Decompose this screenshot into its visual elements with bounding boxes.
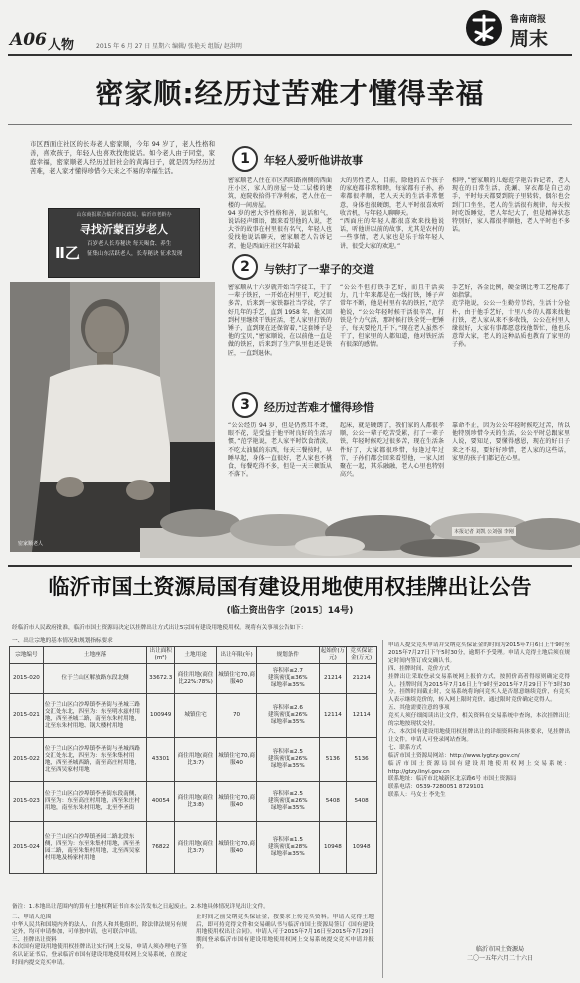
newspaper-logo-icon [466,10,502,46]
section-3-title: 经历过苦难才懂得珍惜 [264,401,374,414]
section-1-col-1: 密家顺老人住在市区西阳路南侧的西面庄小区，家人的房屋一处二层楼的建筑，庭院收拾得干净利索，老人住在一楼的一间房屋。 94 岁的密大爷性格和善，说话和气，说话轻声细语，跟来看望他的人说，老大爷的故事在村里很有名气，年轻人也爱找他说话聊天，密家顺老人告诉记者，他是西面庄社区年龄最 [228,177,332,249]
ad-section-1: 一、出让宗地的基本情况和规划指标要求 [12,638,113,644]
table-cell: 2015-024 [10,822,44,874]
table-cell: 位于兰山区白沙埠镇李圣街与圣城三路交汇处东北，四至为：东至明水兹村用地，西至圣城二路，南至东朱村用地，北至东朱村用地、锅大楼村用地 [43,694,147,738]
table-cell: 12114 [319,694,347,738]
stone-border-decoration [140,488,580,558]
table-cell: 容积率≤2.6 建筑密度≤26% 绿地率≥35% [257,694,320,738]
table-cell: 容积率≤2.7 建筑密度≤36% 绿地率≥35% [257,664,320,694]
table-cell: 12114 [347,694,377,738]
section-number: A06 [10,30,47,50]
land-parcel-table [9,646,377,874]
ad-title: 临沂市国土资源局国有建设用地使用权挂牌出让公告 [48,575,532,599]
ad-intro: 经临沂市人民政府批准，临沂市国土资源局决定以挂牌出让方式出让5宗国有建设用地使用权。现将有关事项公告如下： [12,625,307,631]
section-3-number: 3 [232,392,258,418]
table-header: 出让年限(年) [217,647,257,664]
section-2-title: 与铁打了一辈子的交道 [264,263,374,276]
table-header: 土地座落 [43,647,147,664]
table-cell: 2015-023 [10,782,44,822]
table-header: 出让面积(m²) [147,647,175,664]
section-1-col-3: 相呼，”密家顺的儿媳范学艳告诉记者，老人现在的日常生活，洗涮、穿衣都是自己动手，平时每天都要到院子里转转，偶尔也会到门口坐坐，老人的生活很有规律，每天按时吃饭睡觉，老人年纪大了，但是精神状态特别好，家人都很孝顺他，老人平时也不多话。 [452,177,570,234]
table-cell: 位于兰山区白沙埠镇圣园二路北段东侧，四至为：东至朱集村用地，西至圣园二路，南至朱集村用地，北至西吴家村用地及杨家村用地 [43,822,147,874]
article-lead: 市区西面庄社区的长寿老人密家顺，今年 94 岁了，老人性格和善，喜欢孩子，年轻人也喜欢找他说话。如今老人由子同堂，家庭幸福，密家顺老人经历过旧社会的黄海日子，就是因为经历过苦难，老人家才懂得珍惜今天来之不易的幸福生活。 [30,140,215,175]
table-cell: 21214 [347,664,377,694]
ad-bottom-middle-text: 止时间之前交纳竞买保证金，按要求上传竞买资料。申请人竞得土地后，即可持竞得文件和交易确认书与临沂市国土资源局签订《国有建设用地使用权出让合同》。申请人可于2015年7月16日至2015年7月29日期间登录临沂市国有建设用地使用权网上交易系统提交竞买申请并报价。 [196,914,374,951]
article-byline: 本报记者 刘凯 公刘强 李刚 [454,529,514,535]
table-header: 土地用途 [175,647,217,664]
table-cell: 商住用地(商住比22%:78%) [175,664,217,694]
table-cell: 城镇住宅70,商服40 [217,738,257,782]
ad-top-divider [8,565,572,567]
table-cell: 5136 [347,738,377,782]
table-header: 起始价(万元) [319,647,347,664]
table-cell: 10948 [319,822,347,874]
newspaper-name: 鲁南商报 [510,15,547,25]
table-cell: 40054 [147,782,175,822]
table-cell: 2015-022 [10,738,44,782]
issue-meta: 2015 年 6 月 27 日 星期六 编辑/ 张艳天 组版/ 赵洪明 [96,43,242,50]
table-cell: 70 [217,694,257,738]
table-cell: 5136 [319,738,347,782]
signing-date: 二〇一五年六月二十六日 [466,955,533,962]
table-cell: 33672.3 [147,664,175,694]
table-cell: 位于兰山区解放路东段北侧 [43,664,147,694]
ad-notice-number: (临土资出告字〔2015〕14号) [226,606,354,616]
table-cell: 城镇住宅 [175,694,217,738]
section-2-col-1: 密家顺从十六岁就开始当学徒工，干了一辈子铁匠，一开始在村里干，吃过很多苦，后来到一家铁器社当学徒，学了好几年的手艺，直到 1958 年，他又回到村里继续干铁匠活，老人家里打铁的锤子，直到现在还保留着，”这套锤子是他的宝贝，”密家顺说，在以前他一直是做的铁匠，后来到了生产队里也还是铁匠，一直到退休。 [228,284,332,357]
section-2-col-2: “公公不但打铁手艺好，而且干活卖力，几十年来都是在一线打铁，锤子声常年不断，他是村里有名的铁匠，”范学艳说，“公公年轻时候干活很辛苦，打铁是个力气活，那时候打铁全凭一把锤子，每天要抡几千下。”现在老人虽然不干了，但家里的人都知道，他对铁匠活有很深的感情。 [340,284,444,349]
table-row [10,664,377,694]
section-1-title: 年轻人爱听他讲故事 [264,154,363,167]
headline-divider [8,124,572,125]
table-cell: 商住用地(商住比3:7) [175,822,217,874]
ad-bottom-left-text: 二、申请人范围 中华人民共和国境内外的法人、自然人和其他组织，除法律法规另有规定外，均可申请参加，可单独申请，也可联合申请。 三、挂牌出让资料 本次国有建设用地使用权挂牌出让实行网上交易，申请人须办理电子签名认证证书后，登录临沂市国有建设用地使用权网上交易系统，在规定时间内提交竞买申请。 [12,914,187,966]
table-cell: 10948 [347,822,377,874]
table-cell: 2015-020 [10,664,44,694]
ad-right-column-text: 申请人提交竞买申请并交纳竞买保证金的时间为2015年7月6日上午9时至2015年7月27日下午5时30分，逾期不予受理。申请人竞得土地后须在规定时间内签订成交确认书。 四、挂牌时间、竞价方式 挂牌出让采取登录交易系统网上报价方式，按照价高者得原则确定竞得人。挂牌时间为2015年7月16日上午9时至2015年7月29日下午3时30分。挂牌时间截止时，交易系统将询问竞买人是否愿意继续竞价，有竞买人表示继续竞价的，转入网上限时竞价，通过限时竞价确定竞得人。 五、其他需要注意的事项 竞买人须仔细阅读出让文件，相关资料在交易系统中查询，本次挂牌出让的宗地按现状交付。 六、本次国有建设用地使用权挂牌出让的详细资料和具体要求，见挂牌出让文件。申请人可登录网站查询。 七、联系方式 临沂市国土资源局网站：http://www.lygtzy.gov.cn/ 临沂市国土资源局国有建设用地使用权网上交易系统：http://gtzy.linyi.gov.cn 联系地址：临沂市北城新区北京路6号 市国土资源局 联系电话：0539-7280051 8729101 联系人：马女士 李先生 [388,642,570,799]
ad-column-divider [382,640,383,978]
banner-line-1: 百岁老人长寿秘诀 每天喝食、养生 [87,241,172,247]
photo-caption: 密家顺老人 [18,541,44,547]
banner-subtitle: 寻找沂蒙百岁老人 [80,223,168,236]
table-row [10,822,377,874]
table-note: 备注：1.本地出让范围内的算有土地权利证书自本公告发布之日起废止。2.本地具体情况详见出让文件。 [12,904,269,910]
section-1-number: 1 [232,146,258,172]
table-cell: 位于兰山区白沙埠镇李圣街与圣城西路交汇处东北，四至为：东至朱集村用地，西至圣城西路，南至高庄村用地，北至西吴家村用地 [43,738,147,782]
table-header: 规划条件 [257,647,320,664]
table-row [10,738,377,782]
table-cell: 城镇住宅70,商服40 [217,822,257,874]
banner-line-2: 征集山东活跃老人，长寿秘诀 征求发现 [87,251,183,257]
banner-top-text: 山东商报联合临沂市民政局、临沂市老龄办 [76,212,172,218]
table-cell: 城镇住宅70,商服40 [217,664,257,694]
table-cell: 76822 [147,822,175,874]
table-cell: 5408 [347,782,377,822]
table-cell: 容积率≤2.5 建筑密度≤26% 绿地率≥35% [257,782,320,822]
ad-signature [440,944,560,962]
section-1-col-2: 大的男性老人，目前，除他的五个孩子的家庭都非常和睦，每家都有子孙，孙辈都很孝顺，老人天天的生活非常惬意，身体也很硬朗，老人平时很喜欢听收音机，与年轻人聊聊天。 “西面庄的年轻人都很喜欢来找他说话，听他讲以前的故事，尤其是农村的一些事情，老人家也是乐于给年轻人讲，很受大家的欢迎。” [340,177,444,249]
table-cell: 商住用地(商住比3:7) [175,738,217,782]
header-divider [8,54,572,56]
section-3-col-1: “公公经历 94 岁，但是仍然耳不聋，眼不花，是受益于他平时良好的生活习惯，”范学艳说，老人家平时饮食清淡，不吃太油腻的东西，每天三餐按时，早睡早起，身体一直很好，老人家也不挑食，每餐吃得不多，但是一天三顿饭从不落下。 [228,422,332,479]
table-cell: 2015-021 [10,694,44,738]
signing-organization: 临沂市国土资源局 [475,946,524,953]
section-3-col-2: 起床，就是硬朗了，我们家的人都很孝顺，公公一辈子吃苦受累，打了一辈子铁，年轻时候吃过很多苦，现在生活条件好了，大家都很珍惜，每逢过年过节，子孙们都会回来看望他，一家人团聚在一起，其乐融融，老人心里也特别高兴。 [340,422,444,479]
table-header-row [10,647,377,664]
section-name: 人物 [48,38,75,53]
table-cell: 容积率≤1.5 建筑密度≤28% 绿地率≥35% [257,822,320,874]
table-cell: 43301 [147,738,175,782]
banner-big-text: Ⅱ乙 [55,244,80,262]
section-2-col-3: 手艺好，各金比例，硬金钢比考工艺枪都了如指掌。 范学艳说，公公一生勤劳节约，生活十分俭朴，由于他手艺好，十里八乡的人都来找他打铁，老人家从来不多收钱，公公在村里人缘很好，大家有事都愿意找他帮忙，他也乐意帮大家，老人的这种品质也教育了家里的子孙。 [452,284,570,349]
table-cell: 容积率≤2.5 建筑密度≤26% 绿地率≥35% [257,738,320,782]
table-cell: 城镇住宅70,商服40 [217,782,257,822]
table-cell: 100949 [147,694,175,738]
page-header [0,0,580,60]
section-3-col-3: 靠命不止，因为公公年轻时候吃过苦，所以他特别珍惜今天的生活，公公平时总跟家里人说，要知足，要懂得感恩，现在的好日子来之不易，要好好珍惜，老人家的这些话，家里的孩子们都记在心里。 [452,422,570,462]
table-row [10,782,377,822]
table-cell: 商住用地(商住比3:8) [175,782,217,822]
table-header: 竞买保证金(万元) [347,647,377,664]
article-headline: 密家顺:经历过苦难才懂得幸福 [95,77,485,110]
table-row [10,694,377,738]
table-header: 宗地编号 [10,647,44,664]
table-cell: 位于兰山区白沙埠镇李圣街东段南侧，四至为：东至高庄村用地，西至朱庄村用地，南至东朱村用地，北至李圣街 [43,782,147,822]
table-cell: 21214 [319,664,347,694]
weekend-edition-label: 周末 [510,28,549,50]
table-cell: 5408 [319,782,347,822]
campaign-banner [48,208,200,278]
section-2-number: 2 [232,254,258,280]
